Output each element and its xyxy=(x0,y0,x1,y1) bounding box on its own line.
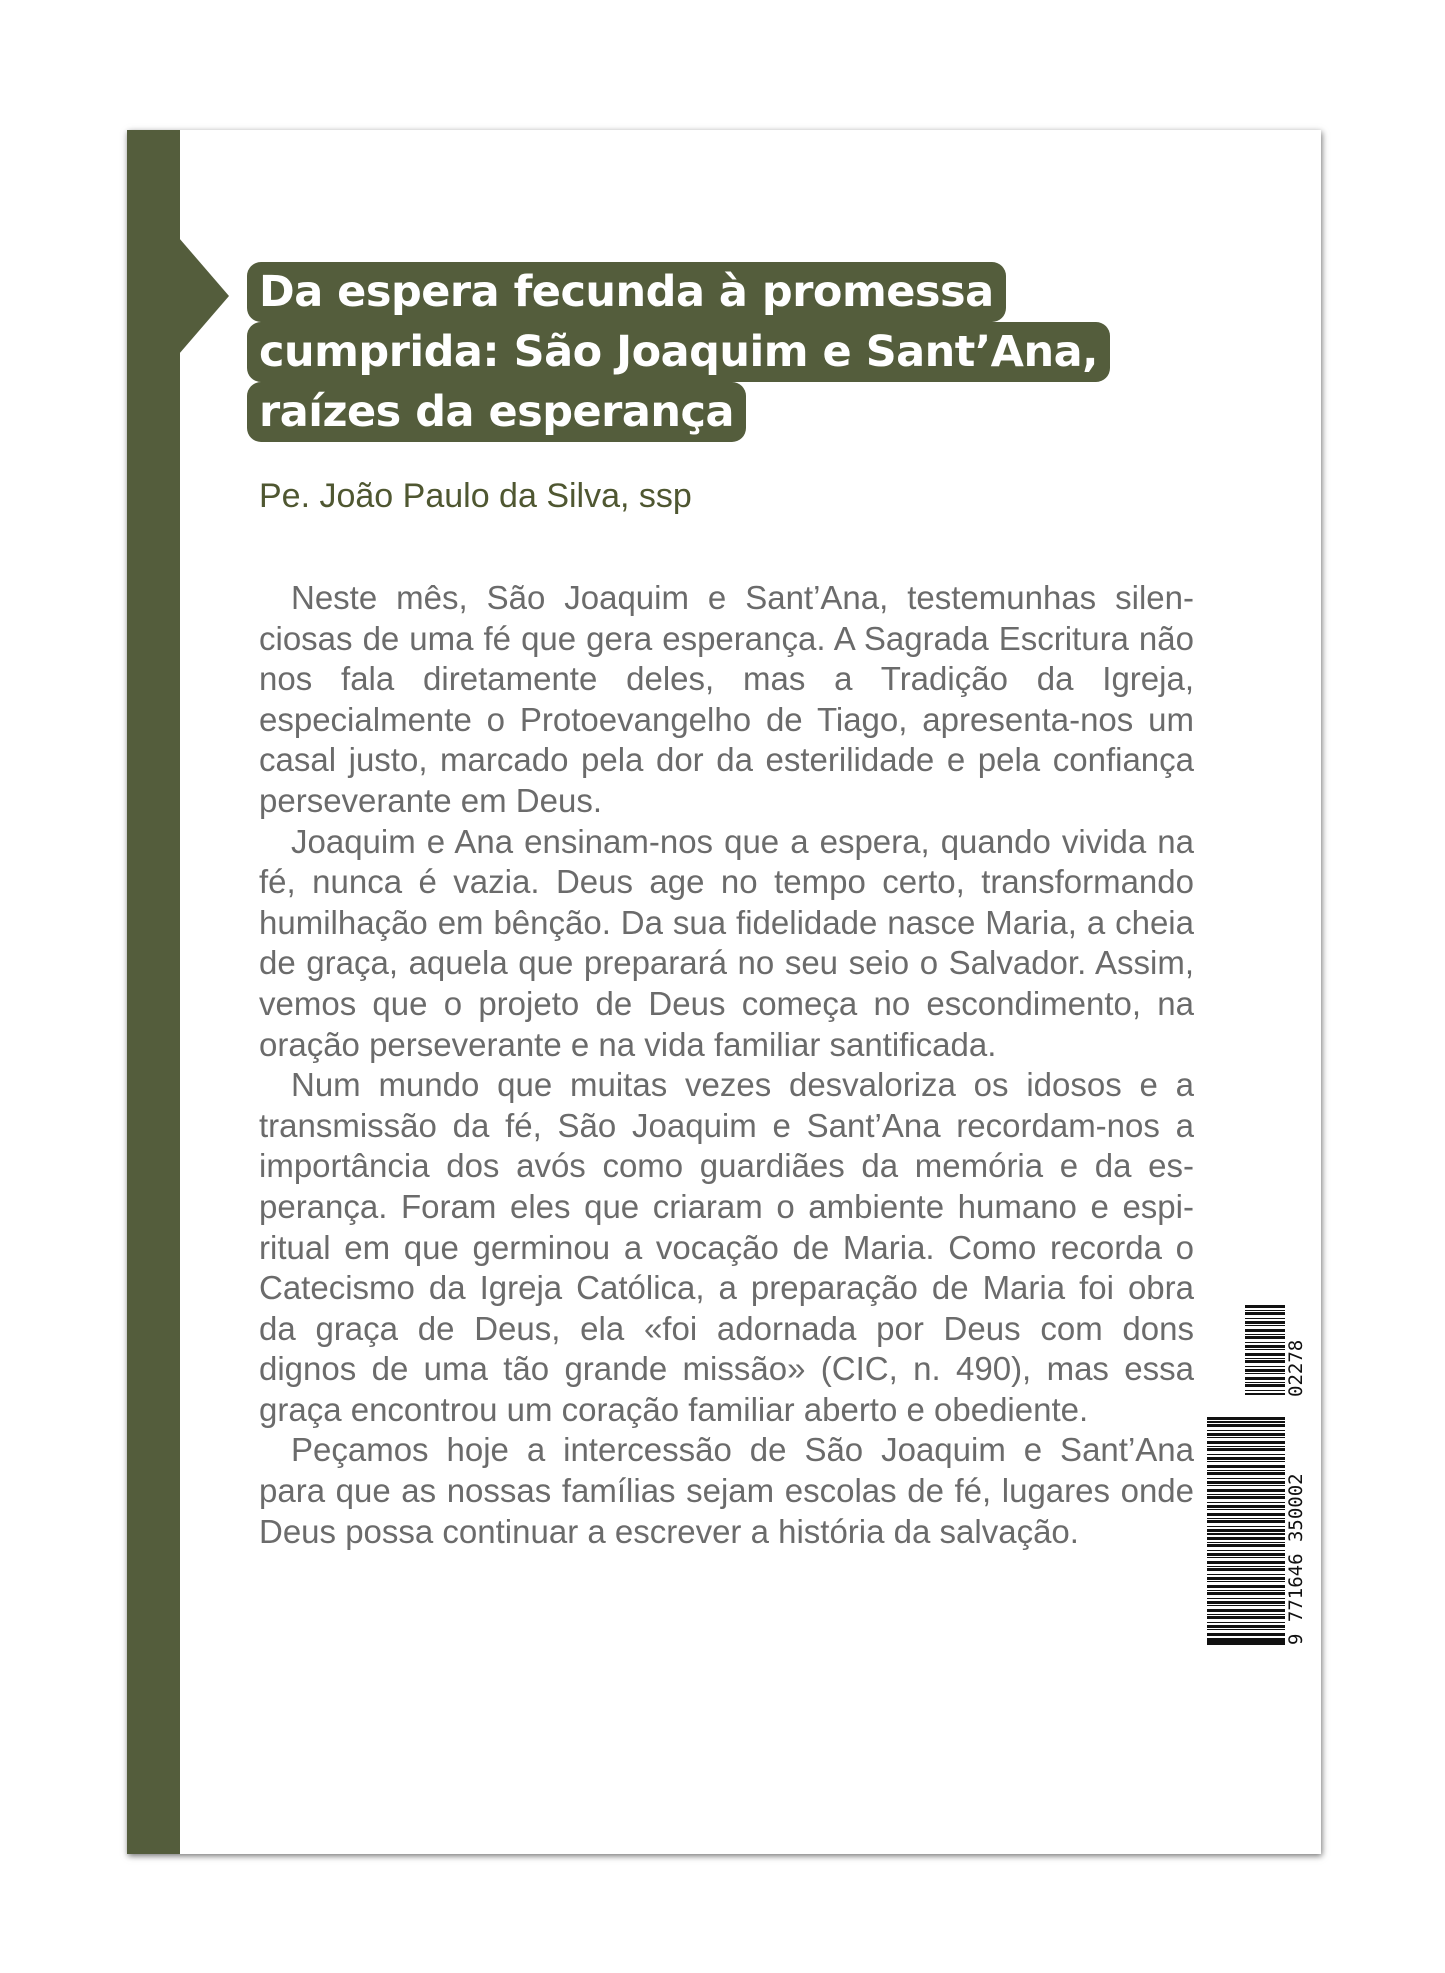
barcode-bar xyxy=(1245,1325,1285,1326)
barcode-bar xyxy=(1207,1550,1285,1551)
barcode-bar xyxy=(1207,1461,1285,1462)
barcode-guard-bar xyxy=(1207,1417,1285,1419)
barcode-bar xyxy=(1245,1312,1285,1315)
barcode-guard-bar xyxy=(1207,1639,1285,1641)
barcode-bar xyxy=(1207,1616,1285,1619)
barcode-guard-bar xyxy=(1207,1421,1285,1423)
barcode-bar xyxy=(1207,1568,1285,1571)
barcode-bar xyxy=(1207,1433,1285,1436)
barcode-bar xyxy=(1245,1342,1285,1343)
title-line-1: Da espera fecunda à promessa xyxy=(247,262,1006,322)
barcode-bar xyxy=(1207,1598,1285,1599)
barcode-bar xyxy=(1207,1505,1285,1508)
barcode-bar xyxy=(1245,1366,1285,1367)
barcode-bar xyxy=(1245,1310,1285,1311)
barcode-bar xyxy=(1207,1437,1285,1438)
barcode-bar xyxy=(1207,1574,1285,1575)
barcode-bar xyxy=(1207,1489,1285,1492)
barcode-bar xyxy=(1207,1566,1285,1567)
barcode-bar xyxy=(1207,1502,1285,1503)
spine-arrow-notch xyxy=(179,238,229,354)
barcode-bar xyxy=(1207,1526,1285,1527)
barcode-bar xyxy=(1207,1638,1285,1639)
paragraph-3: Num mundo que muitas vezes desvaloriza os idosos e a transmissão da fé, São Joaquim e Sant’Ana recordam-nos a importância dos avós como guardiães da memória e da esperança. Foram eles que criaram o ambiente humano e espiritual em que germinou a vocação de Maria. Como recorda o Catecismo da Igreja Católica, a preparação de Maria foi obra da graça de Deus, ela «foi adornada por Deus com dons dignos de uma tão grande missão» (CIC, n. 490), mas essa graça encontrou um coração familiar aberto e obediente. xyxy=(259,1066,1194,1428)
title-line-2: cumprida: São Joaquim e Sant’Ana, xyxy=(247,322,1110,382)
barcode-bar xyxy=(1207,1465,1285,1468)
barcode-bar xyxy=(1245,1305,1285,1308)
barcode-bar xyxy=(1207,1485,1285,1486)
barcode-bar xyxy=(1245,1373,1285,1374)
barcode-bar xyxy=(1245,1360,1285,1363)
barcode-bar xyxy=(1245,1384,1285,1387)
barcode-bar xyxy=(1207,1622,1285,1623)
barcode-bar xyxy=(1245,1369,1285,1372)
barcode-bar xyxy=(1245,1318,1285,1319)
barcode-guard-bar xyxy=(1207,1533,1285,1535)
paragraph-2: Joaquim e Ana ensinam-nos que a espera, quando vivida na fé, nunca é vazia. Deus age no tempo certo, transformando humilhação em bênção. Da sua fidelidade nasce Maria, a cheia de graça, aquela que preparará no seu seio o Salvador. Assim, vemos que o projeto de Deus começa no escondimento, na oração perseverante e na vida familiar santificada. xyxy=(259,822,1194,1063)
barcode-bar xyxy=(1245,1321,1285,1324)
barcode-bar xyxy=(1207,1513,1285,1516)
barcode-bar xyxy=(1207,1605,1285,1606)
barcode-main-digits: 9 771646 350002 xyxy=(1285,1473,1307,1645)
barcode-bar xyxy=(1207,1553,1285,1556)
green-spine-bar xyxy=(127,130,180,1854)
barcode-bar xyxy=(1207,1441,1285,1444)
barcode-bar xyxy=(1207,1590,1285,1591)
barcode-bar xyxy=(1207,1561,1285,1564)
barcode-bar xyxy=(1207,1472,1285,1475)
barcode-bar xyxy=(1207,1581,1285,1582)
barcode-bar xyxy=(1245,1358,1285,1359)
barcode-bar xyxy=(1207,1424,1285,1427)
barcode-bar xyxy=(1207,1494,1285,1495)
barcode-bar xyxy=(1207,1509,1285,1510)
barcode-bar xyxy=(1207,1577,1285,1580)
barcode-bar xyxy=(1245,1390,1285,1391)
barcode-bar xyxy=(1207,1448,1285,1451)
barcode-addon-digits: 02278 xyxy=(1285,1339,1307,1397)
barcode-bar xyxy=(1207,1520,1285,1523)
barcode-guard-bar xyxy=(1207,1643,1285,1645)
barcode-bar xyxy=(1207,1585,1285,1588)
barcode-bar xyxy=(1207,1592,1285,1595)
barcode-bar xyxy=(1207,1609,1285,1612)
barcode-bar xyxy=(1245,1377,1285,1380)
barcode xyxy=(1207,1305,1307,1645)
barcode-bar xyxy=(1207,1446,1285,1447)
barcode-bar xyxy=(1207,1518,1285,1519)
barcode-bar xyxy=(1245,1382,1285,1383)
paragraph-1: Neste mês, São Joaquim e Sant’Ana, testemunhas silenciosas de uma fé que gera esperança. A Sagrada Escritura não nos fala diretamente deles, mas a Tradição da Igreja, especialmente o Protoevangelho de Tiago, apresenta-nos um casal justo, marcado pela dor da esterilidade e pela confiança perseverante em Deus. xyxy=(259,579,1194,819)
barcode-bar xyxy=(1207,1481,1285,1484)
barcode-bar xyxy=(1207,1430,1285,1431)
title-line-3: raízes da esperança xyxy=(247,382,746,442)
barcode-bar xyxy=(1207,1625,1285,1628)
barcode-bar xyxy=(1245,1349,1285,1350)
barcode-bar xyxy=(1207,1614,1285,1615)
barcode-bar xyxy=(1207,1478,1285,1479)
paragraph-4: Peçamos hoje a intercessão de São Joaquim e Sant’Ana para que as nossas famílias sejam escolas de fé, lugares onde Deus possa continuar a escrever a história da salvação. xyxy=(259,1431,1194,1550)
barcode-bar xyxy=(1245,1353,1285,1356)
barcode-bar xyxy=(1207,1496,1285,1499)
barcode-bar xyxy=(1245,1329,1285,1332)
barcode-bar xyxy=(1207,1537,1285,1540)
barcode-bar xyxy=(1245,1345,1285,1348)
barcode-bar xyxy=(1207,1629,1285,1630)
author-byline: Pe. João Paulo da Silva, ssp xyxy=(259,477,692,515)
barcode-guard-bar xyxy=(1207,1529,1285,1531)
barcode-bar xyxy=(1245,1336,1285,1339)
article-body xyxy=(259,578,1194,1552)
barcode-bar xyxy=(1245,1393,1285,1395)
barcode-bar xyxy=(1207,1454,1285,1455)
barcode-bar xyxy=(1207,1544,1285,1547)
magazine-page xyxy=(127,130,1321,1854)
barcode-bar xyxy=(1207,1470,1285,1471)
barcode-bar xyxy=(1207,1542,1285,1543)
article-title xyxy=(247,262,1147,442)
barcode-bar xyxy=(1207,1457,1285,1460)
barcode-bar xyxy=(1207,1633,1285,1636)
barcode-bar xyxy=(1245,1334,1285,1335)
barcode-bar xyxy=(1207,1557,1285,1558)
barcode-bar xyxy=(1207,1601,1285,1604)
